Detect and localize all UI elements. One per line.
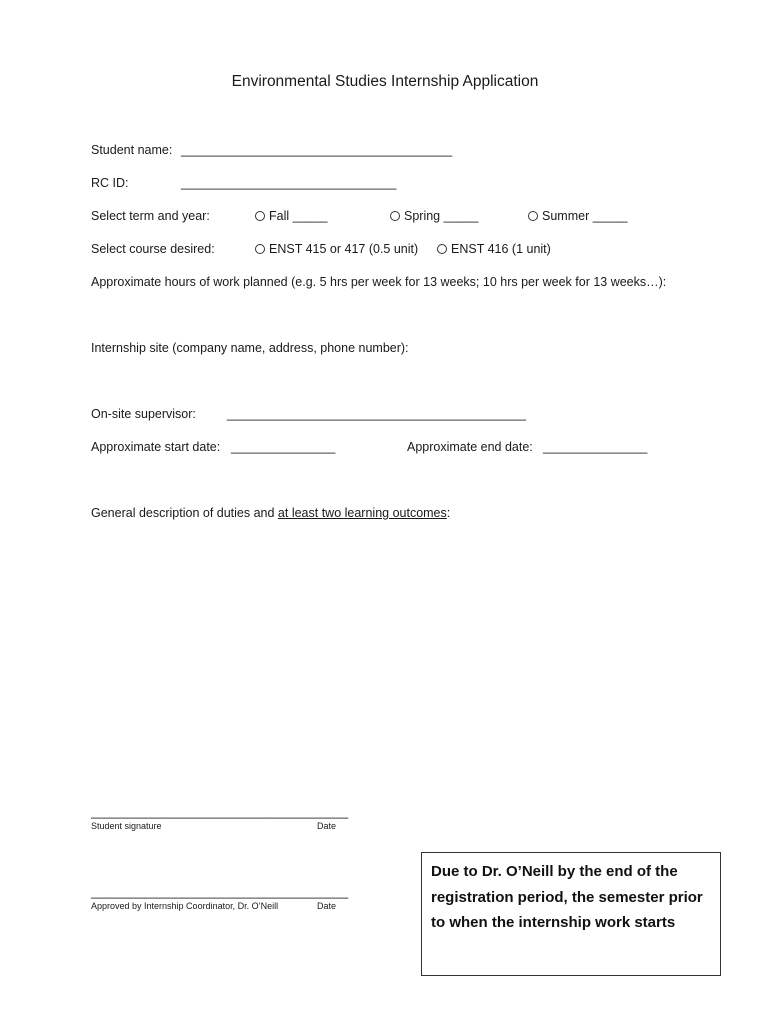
- rc-id-field[interactable]: _______________________________: [181, 176, 397, 190]
- internship-site-label: Internship site (company name, address, phone number):: [91, 341, 409, 355]
- approval-signature-label: Approved by Internship Coordinator, Dr. O’Neill: [91, 901, 279, 911]
- student-signature-label: Student signature: [91, 821, 162, 831]
- course-option-label: ENST 416 (1 unit): [451, 242, 551, 256]
- hours-label: Approximate hours of work planned (e.g. 5 hrs per week for 13 weeks; 10 hrs per week for 13 weeks…):: [91, 275, 667, 289]
- start-date-label: Approximate start date:: [91, 440, 221, 454]
- radio-button-icon[interactable]: [255, 244, 265, 254]
- approval-signature-date-label: Date: [317, 901, 337, 911]
- term-option-spring[interactable]: [390, 208, 478, 224]
- course-option-label: ENST 415 or 417 (0.5 unit): [269, 242, 419, 256]
- rc-id-label: RC ID:: [91, 176, 129, 190]
- radio-button-icon[interactable]: [255, 211, 265, 221]
- radio-button-icon[interactable]: [437, 244, 447, 254]
- term-year-field[interactable]: _____: [592, 209, 628, 223]
- student-signature-date-label: Date: [317, 821, 337, 831]
- term-option-fall[interactable]: [255, 208, 327, 224]
- due-date-notice: Due to Dr. O’Neill by the end of the registration period, the semester prior to when the internship work starts: [421, 852, 721, 976]
- course-option-416[interactable]: [437, 241, 551, 257]
- page-title: Environmental Studies Internship Application: [231, 73, 539, 90]
- description-label: [91, 505, 450, 521]
- course-label: Select course desired:: [91, 242, 215, 256]
- approval-signature-line[interactable]: _____________________________________: [91, 885, 349, 899]
- term-label: Select term and year:: [91, 209, 210, 223]
- term-option-label: Spring: [404, 209, 441, 223]
- radio-button-icon[interactable]: [390, 211, 400, 221]
- term-option-label: Summer: [542, 209, 590, 223]
- description-label-suffix: :: [446, 506, 451, 520]
- radio-button-icon[interactable]: [528, 211, 538, 221]
- term-option-summer[interactable]: [528, 208, 627, 224]
- term-year-field[interactable]: _____: [443, 209, 479, 223]
- student-name-label: Student name:: [91, 143, 173, 157]
- end-date-field[interactable]: _______________: [543, 440, 648, 454]
- student-signature-line[interactable]: _____________________________________: [91, 805, 349, 819]
- description-label-emphasis: at least two learning outcomes: [277, 506, 447, 520]
- supervisor-field[interactable]: ___________________________________________: [227, 407, 526, 421]
- term-year-field[interactable]: _____: [292, 209, 328, 223]
- course-option-415-417[interactable]: [255, 241, 418, 257]
- student-name-field[interactable]: _______________________________________: [181, 143, 453, 157]
- description-label-prefix: General description of duties and: [91, 506, 278, 520]
- start-date-field[interactable]: _______________: [231, 440, 336, 454]
- end-date-label: Approximate end date:: [407, 440, 533, 454]
- supervisor-label: On-site supervisor:: [91, 407, 196, 421]
- term-option-label: Fall: [269, 209, 290, 223]
